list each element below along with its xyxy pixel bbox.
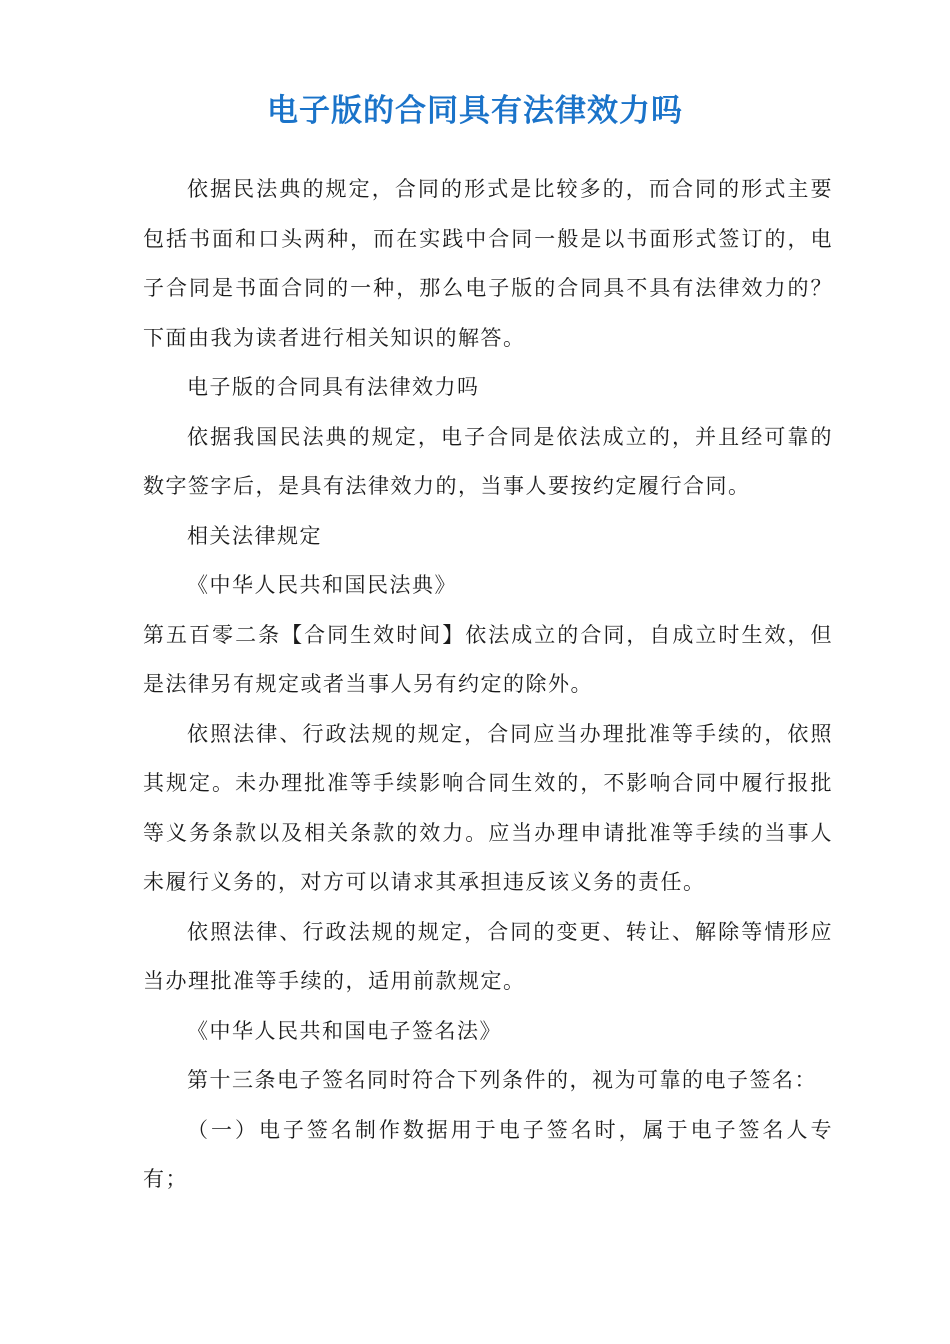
law-title: 《中华人民共和国电子签名法》 [187, 1018, 502, 1043]
document-body [143, 165, 833, 1205]
paragraph: 依据我国民法典的规定，电子合同是依法成立的，并且经可靠的数字签字后，是具有法律效力的，当事人要按约定履行合同。 [143, 424, 833, 498]
paragraph: 依据民法典的规定，合同的形式是比较多的，而合同的形式主要包括书面和口头两种，而在实践中合同一般是以书面形式签订的，电子合同是书面合同的一种，那么电子版的合同具不具有法律效力的？下面由我为读者进行相关知识的解答。 [143, 177, 833, 350]
law-article: 第五百零二条【合同生效时间】依法成立的合同，自成立时生效，但是法律另有规定或者当事人另有约定的除外。 [143, 622, 833, 696]
section-heading: 相关法律规定 [187, 523, 322, 548]
paragraph: 依照法律、行政法规的规定，合同的变更、转让、解除等情形应当办理批准等手续的，适用前款规定。 [143, 919, 833, 993]
list-item: （一）电子签名制作数据用于电子签名时，属于电子签名人专有； [143, 1117, 833, 1191]
section-heading: 电子版的合同具有法律效力吗 [187, 375, 480, 399]
paragraph: 依照法律、行政法规的规定，合同应当办理批准等手续的，依照其规定。未办理批准等手续影响合同生效的，不影响合同中履行报批等义务条款以及相关条款的效力。应当办理申请批准等手续的当事人未履行义务的，对方可以请求其承担违反该义务的责任。 [143, 721, 833, 894]
law-article: 第十三条电子签名同时符合下列条件的，视为可靠的电子签名： [187, 1068, 817, 1092]
document-title: 电子版的合同具有法律效力吗 [267, 93, 683, 129]
law-title: 《中华人民共和国民法典》 [187, 573, 457, 597]
